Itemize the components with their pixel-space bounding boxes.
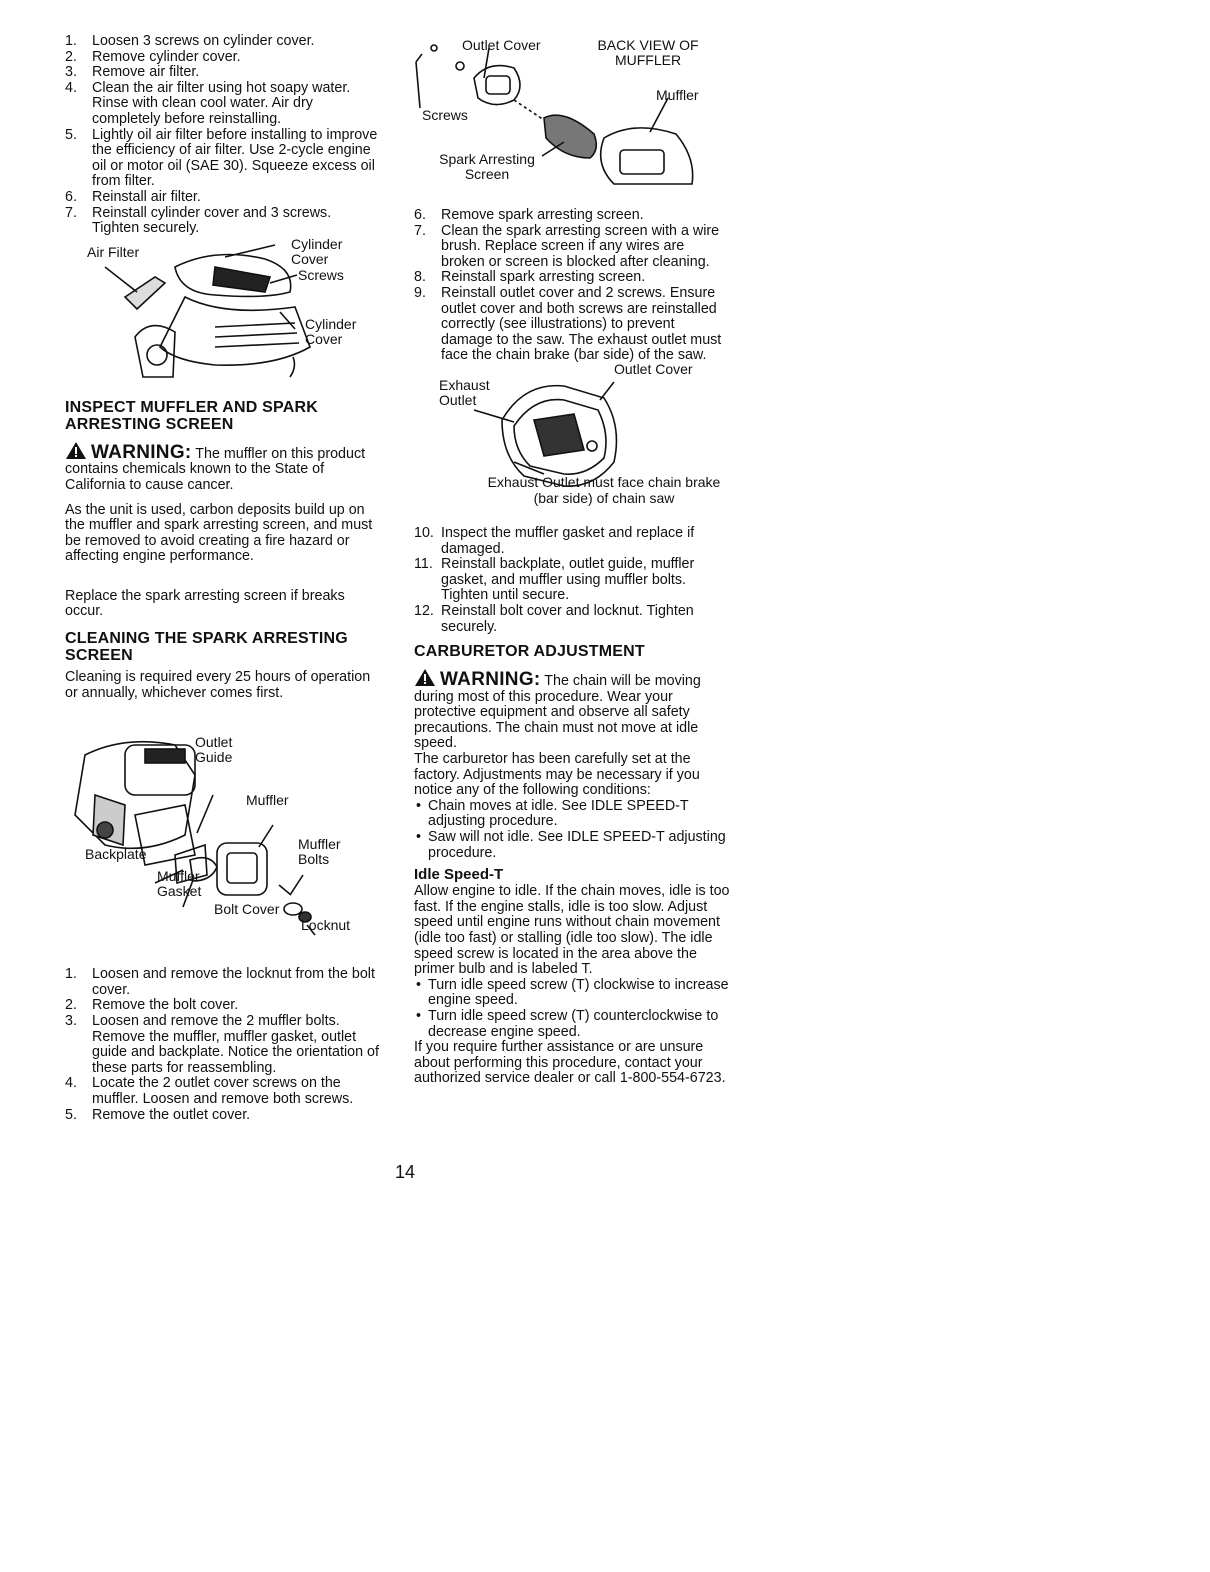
idle-speed-heading: Idle Speed-T	[414, 866, 504, 884]
outlet-cover-label: Outlet Cover	[614, 360, 693, 377]
list-item: 6. Reinstall air filter.	[65, 188, 201, 205]
locknut-label: Locknut	[301, 917, 351, 934]
air-filter-figure	[65, 237, 381, 389]
screws-label: Screws	[298, 266, 344, 283]
carbon-paragraph: As the unit is used, carbon deposits build up on the muffler and spark arresting screen, and must be removed to avoid creating a fire hazard or affecting engine performance.	[65, 501, 373, 565]
left-column	[65, 34, 381, 1123]
list-item: 11. Reinstall backplate, outlet guide, muffler gasket, and muffler using muffler bolts. Tighten until secure.	[414, 556, 695, 604]
right-column	[414, 38, 730, 1087]
muffler-gasket-label: Muffler Gasket	[157, 868, 202, 900]
warning-title: WARNING:	[90, 441, 192, 463]
spark-screen-label: Spark Arresting Screen	[439, 151, 535, 182]
gasket-steps	[414, 526, 730, 635]
inspect-muffler-heading: INSPECT MUFFLER AND SPARK ARRESTING SCREEN	[65, 398, 318, 433]
outlet-guide-label: Outlet Guide	[195, 734, 233, 766]
back-view-label: BACK VIEW OF MUFFLER	[597, 37, 699, 68]
cleaning-heading: CLEANING THE SPARK ARRESTING SCREEN	[65, 630, 348, 665]
list-item: 7. Clean the spark arresting screen with a wire brush. Replace screen if any wires are broken or screen is blocked after cleaning.	[414, 222, 720, 270]
list-item: • Turn idle speed screw (T) clockwise to increase engine speed.	[414, 978, 730, 1009]
muffler-label: Muffler	[656, 87, 699, 103]
cylinder-cover-label: Cylinder Cover	[291, 235, 343, 267]
muffler-label: Muffler	[246, 792, 289, 809]
screen-steps	[414, 208, 730, 364]
list-item: 5. Lightly oil air filter before installing to improve the efficiency of air filter. Use 2-cycle engine oil or motor oil (SAE 30). Squeeze excess oil from filter.	[65, 126, 378, 190]
warning-text: The chain will be moving during most of this procedure. Wear your protective equipment and observe all safety precautions. The chain must not move at idle speed.	[414, 673, 701, 752]
list-item: 10. Inspect the muffler gasket and replace if damaged.	[414, 524, 695, 557]
list-item: 2. Remove cylinder cover.	[65, 48, 241, 65]
page-number: 14	[395, 1162, 416, 1182]
list-item: 4. Clean the air filter using hot soapy water. Rinse with clean cool water. Air dry completely before reinstalling.	[65, 79, 351, 127]
list-item: 3. Loosen and remove the 2 muffler bolts. Remove the muffler, muffler gasket, outlet guide and backplate. Notice the orientation of these parts for reassembling.	[65, 1013, 379, 1076]
list-item: 1. Loosen 3 screws on cylinder cover.	[65, 33, 315, 49]
list-item: • Saw will not idle. See IDLE SPEED-T adjusting procedure.	[414, 830, 730, 861]
warning-text: The muffler on this product contains chemicals known to the State of California to cause cancer.	[65, 445, 366, 493]
muffler-bolts-label: Muffler Bolts	[298, 836, 341, 868]
bolt-cover-label: Bolt Cover	[214, 901, 280, 918]
air-filter-steps	[65, 34, 381, 237]
list-item: 1. Loosen and remove the locknut from the bolt cover.	[65, 966, 375, 998]
cleaning-paragraph: Cleaning is required every 25 hours of operation or annually, whichever comes first.	[65, 669, 371, 701]
warning-chain	[414, 668, 730, 752]
back-view-figure	[414, 38, 730, 208]
idle-paragraph: Allow engine to idle. If the chain moves, idle is too fast. If the engine stalls, idle is too slow. Adjust speed until engine runs without chain movement (idle too fast) or stalling (idle too slow). The idle speed screw is located in the area above the primer bulb and is labeled T.	[414, 883, 730, 978]
carburetor-paragraph: The carburetor has been carefully set at the factory. Adjustments may be necessary if you notice any of the following conditions:	[414, 751, 700, 799]
exhaust-caption: Exhaust Outlet must face chain brake (bar side) of chain saw	[487, 473, 721, 506]
air-filter-label: Air Filter	[87, 243, 140, 260]
list-item: 2. Remove the bolt cover.	[65, 997, 239, 1014]
exhaust-outlet-figure	[414, 360, 730, 518]
help-paragraph: If you require further assistance or are unsure about performing this procedure, contact your authorized service dealer or call 1-800-554-6723.	[414, 1039, 726, 1087]
warning-cancer	[65, 441, 381, 494]
list-item: • Chain moves at idle. See IDLE SPEED-T adjusting procedure.	[414, 799, 730, 830]
backplate-label: Backplate	[85, 846, 147, 863]
list-item: 3. Remove air filter.	[65, 64, 200, 81]
list-item: 6. Remove spark arresting screen.	[414, 207, 644, 223]
list-item: 5. Remove the outlet cover.	[65, 1106, 251, 1123]
conditions-list	[414, 799, 730, 861]
list-item: 7. Reinstall cylinder cover and 3 screws. Tighten securely.	[65, 204, 332, 237]
idle-bullets	[414, 978, 730, 1040]
screws-label: Screws	[422, 107, 468, 123]
warning-title: WARNING:	[439, 669, 541, 691]
warning-triangle-icon	[414, 668, 436, 687]
outlet-cover-label: Outlet Cover	[462, 37, 541, 53]
list-item: 8. Reinstall spark arresting screen.	[414, 269, 646, 286]
replace-paragraph: Replace the spark arresting screen if breaks occur.	[65, 587, 345, 620]
list-item: 9. Reinstall outlet cover and 2 screws. Ensure outlet cover and both screws are reinstalled correctly (see illustrations) to prevent damage to the saw. The exhaust outlet must face the chain brake (bar side) of the saw.	[414, 284, 722, 364]
cylinder-cover-lower-label: Cylinder Cover	[305, 315, 357, 347]
list-item: 4. Locate the 2 outlet cover screws on the muffler. Loosen and remove both screws.	[65, 1075, 354, 1107]
carburetor-heading: CARBURETOR ADJUSTMENT	[414, 643, 645, 661]
exhaust-outlet-label: Exhaust Outlet	[439, 376, 490, 408]
muffler-exploded-figure	[65, 735, 381, 967]
list-item: • Turn idle speed screw (T) counterclockwise to decrease engine speed.	[414, 1009, 730, 1040]
list-item: 12. Reinstall bolt cover and locknut. Tighten securely.	[414, 602, 694, 635]
warning-triangle-icon	[65, 441, 87, 460]
muffler-removal-steps	[65, 967, 381, 1123]
